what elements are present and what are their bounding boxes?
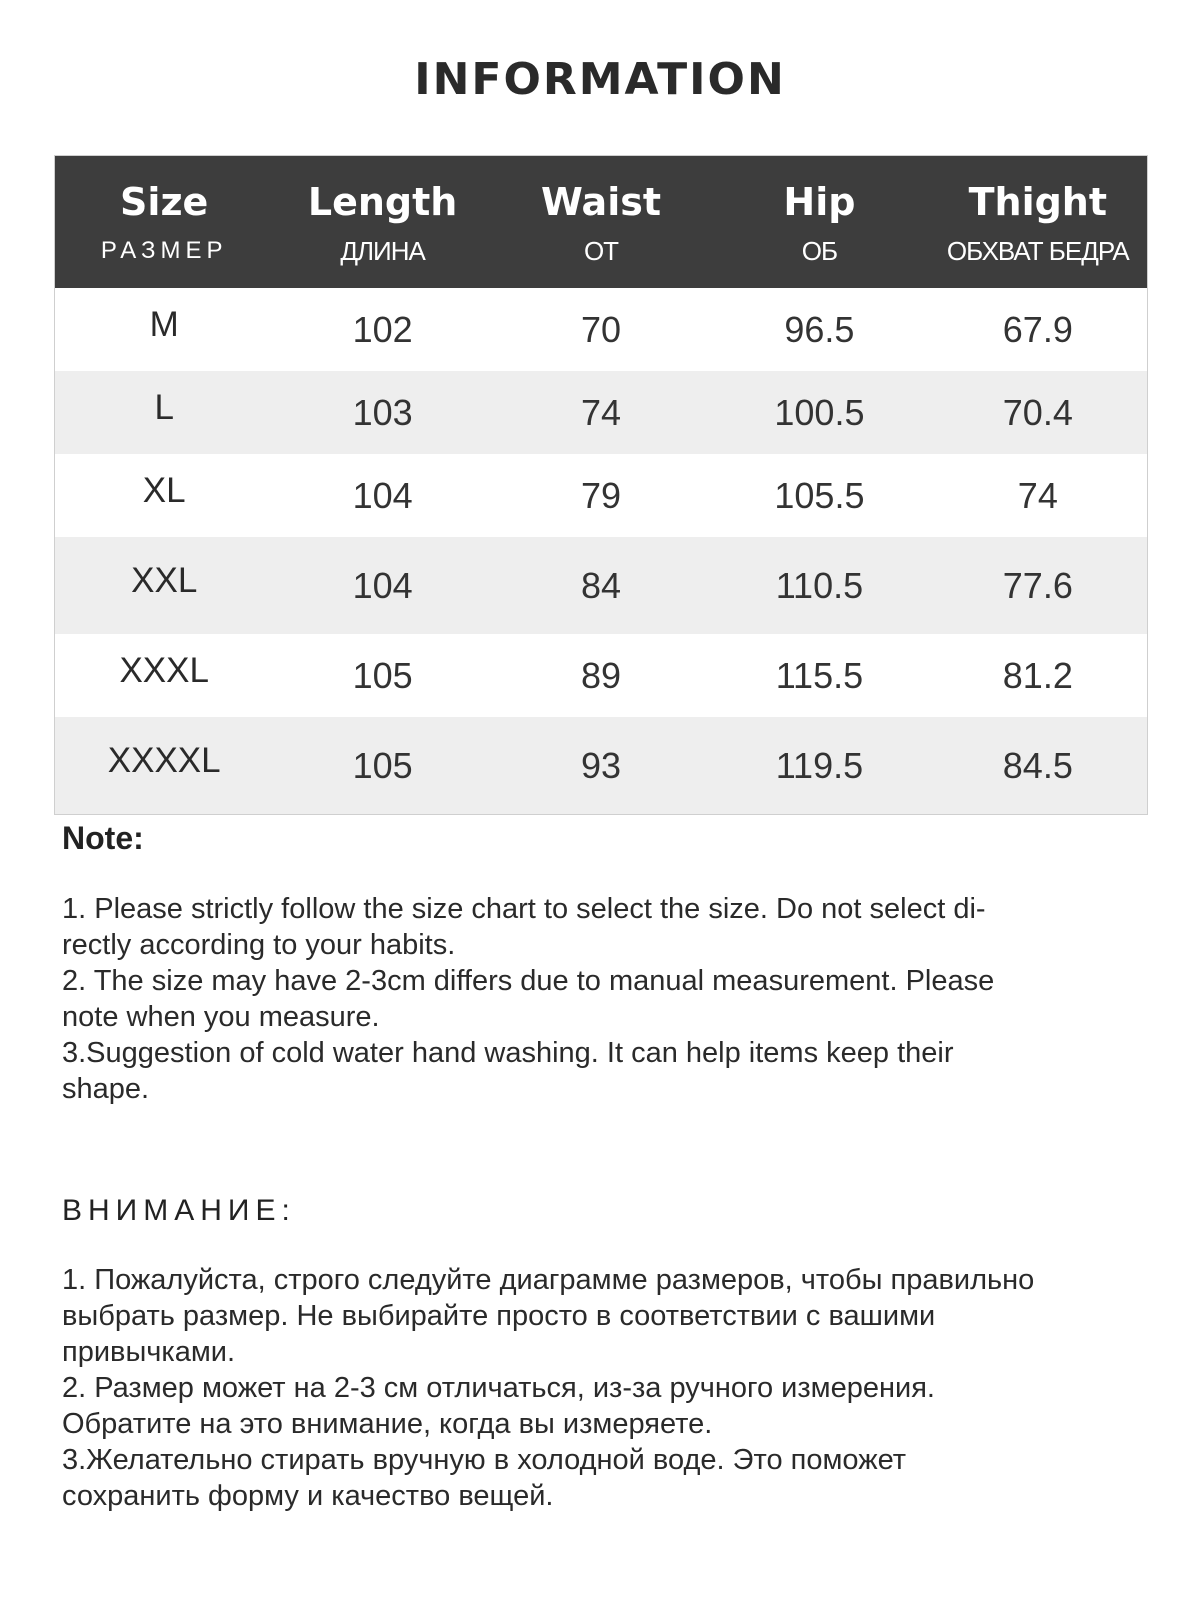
header-length — [273, 156, 491, 288]
note-ru-line: 3.Желательно стирать вручную в холодной воде. Это поможет — [62, 1444, 907, 1476]
hip-cell: 100.5 — [774, 391, 865, 433]
waist-cell: 74 — [580, 391, 622, 433]
header-label-ru: ОБ — [801, 236, 838, 266]
header-label: Size — [120, 180, 209, 224]
thight-cell: 74 — [1017, 474, 1058, 516]
note-ru-line: сохранить форму и качество вещей. — [62, 1480, 554, 1512]
waist-cell: 93 — [580, 744, 622, 786]
waist-cell: 84 — [580, 564, 622, 606]
note-ru-line: Обратите на это внимание, когда вы измеряете. — [62, 1408, 713, 1440]
table-row — [55, 454, 1147, 537]
hip-cell: 96.5 — [784, 308, 855, 350]
hip-cell: 105.5 — [774, 474, 865, 516]
table-row — [55, 371, 1147, 454]
thight-cell: 77.6 — [1002, 564, 1073, 606]
size-cell: XL — [142, 470, 186, 510]
header-hip — [710, 156, 928, 288]
length-cell: 105 — [352, 744, 413, 786]
waist-cell: 79 — [580, 474, 622, 516]
length-cell: 104 — [352, 474, 413, 516]
thight-cell: 70.4 — [1002, 391, 1073, 433]
length-cell: 104 — [352, 564, 413, 606]
header-label-ru: ОТ — [583, 236, 619, 266]
hip-cell: 115.5 — [775, 654, 864, 696]
note-line: rectly according to your habits. — [62, 929, 456, 961]
note-line: 2. The size may have 2-3cm differs due to manual measurement. Please — [62, 965, 995, 997]
header-label-ru: ДЛИНА — [340, 236, 425, 266]
table-row — [55, 288, 1147, 371]
note-ru-heading: ВНИМАНИЕ: — [62, 1194, 296, 1227]
size-cell: L — [154, 387, 174, 427]
thight-cell: 67.9 — [1002, 308, 1073, 350]
hip-cell: 119.5 — [775, 744, 864, 786]
note-ru-line: 1. Пожалуйста, строго следуйте диаграмме размеров, чтобы правильно — [62, 1264, 1035, 1296]
note-text — [62, 891, 1142, 1107]
size-table — [54, 155, 1148, 815]
size-cell: XXL — [131, 560, 198, 600]
header-label: Thight — [968, 180, 1108, 224]
note-line: 1. Please strictly follow the size chart to select the size. Do not select di- — [62, 893, 986, 925]
header-size — [55, 156, 273, 288]
header-label-ru: ОБХВАТ БЕДРА — [946, 236, 1129, 266]
header-label: Hip — [783, 180, 856, 224]
note-section — [62, 820, 1142, 1107]
thight-cell: 84.5 — [1002, 744, 1073, 786]
header-label: Waist — [541, 180, 662, 224]
size-cell: XXXXL — [107, 740, 221, 780]
table-row — [55, 537, 1147, 634]
table-row — [55, 634, 1147, 717]
waist-cell: 89 — [580, 654, 622, 696]
size-cell: XXXL — [119, 650, 209, 690]
note-ru-line: привычками. — [62, 1336, 236, 1368]
length-cell: 105 — [352, 654, 413, 696]
size-cell: M — [149, 304, 179, 344]
length-cell: 102 — [352, 308, 413, 350]
note-ru-line: выбрать размер. Не выбирайте просто в соответствии с вашими — [62, 1300, 936, 1332]
note-line: 3.Suggestion of cold water hand washing. It can help items keep their — [62, 1037, 954, 1069]
hip-cell: 110.5 — [775, 564, 864, 606]
header-waist — [492, 156, 710, 288]
waist-cell: 70 — [580, 308, 622, 350]
note-ru-text — [62, 1262, 1142, 1514]
note-ru-line: 2. Размер может на 2-3 см отличаться, из-за ручного измерения. — [62, 1372, 935, 1404]
note-line: shape. — [62, 1073, 150, 1105]
table-header — [55, 156, 1147, 288]
header-thight — [929, 156, 1147, 288]
thight-cell: 81.2 — [1002, 654, 1073, 696]
note-line: note when you measure. — [62, 1001, 380, 1033]
length-cell: 103 — [352, 391, 413, 433]
header-label-ru: РАЗМЕР — [100, 237, 228, 264]
note-heading: Note: — [62, 820, 144, 856]
page-title: INFORMATION — [414, 54, 786, 105]
table-row — [55, 717, 1147, 814]
note-ru-section — [62, 1194, 1142, 1514]
header-label: Length — [307, 180, 458, 224]
